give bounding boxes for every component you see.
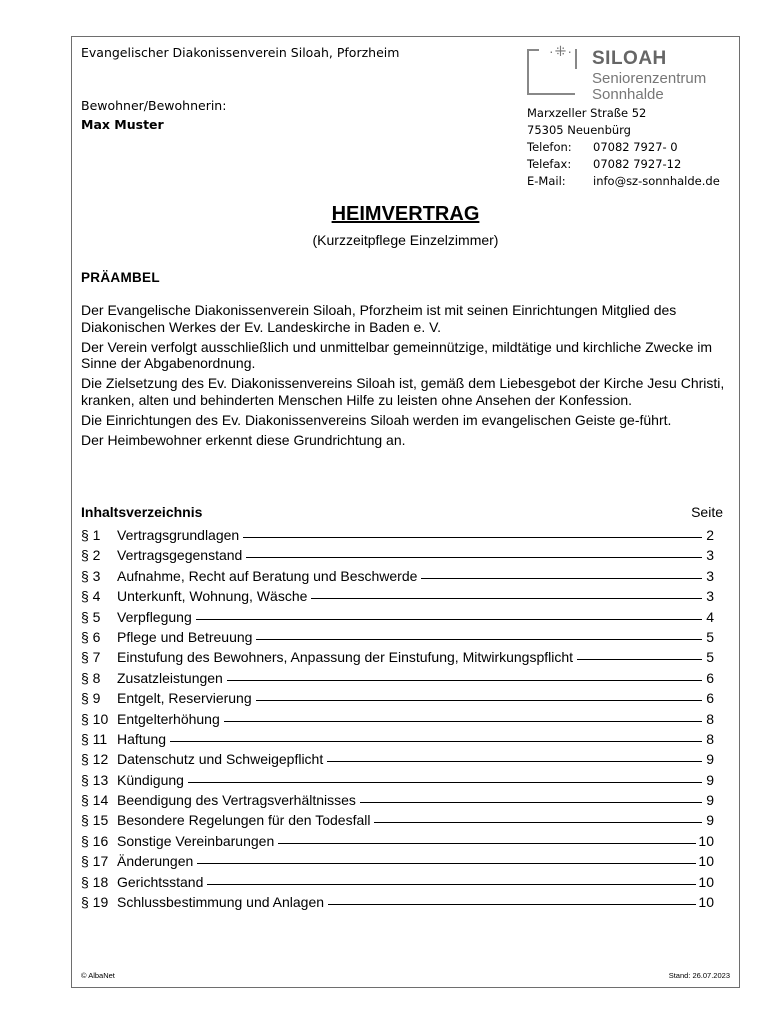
- toc-entry-title: Vertragsgrundlagen: [117, 527, 240, 543]
- toc-leader-line: [243, 537, 702, 538]
- toc-entry[interactable]: [81, 568, 714, 588]
- organization-name: Evangelischer Diakonissenverein Siloah, Pforzheim: [81, 45, 400, 60]
- address-street: Marxzeller Straße 52: [527, 106, 647, 120]
- preamble-paragraph: Die Einrichtungen des Ev. Diakonissenvereins Siloah werden im evangelischen Geiste ge-führt.: [81, 411, 672, 428]
- toc-entry[interactable]: [81, 894, 714, 914]
- resident-name: Max Muster: [81, 117, 164, 132]
- toc-leader-line: [421, 578, 702, 579]
- toc-entry-title: Unterkunft, Wohnung, Wäsche: [117, 588, 308, 605]
- logo-title: SILOAH: [592, 48, 667, 69]
- toc-leader-line: [188, 782, 702, 783]
- toc-entry[interactable]: [81, 731, 714, 751]
- toc-entry-number: § 5: [81, 608, 101, 625]
- toc-entry-title: Verpflegung: [117, 608, 192, 625]
- toc-entry-title: Kündigung: [117, 771, 184, 788]
- cross-dots-icon: ·⁜·: [549, 43, 574, 59]
- email-row: [527, 173, 720, 190]
- resident-label: Bewohner/Bewohnerin:: [81, 98, 227, 113]
- toc-entry-number: § 11: [81, 730, 108, 747]
- toc-entry[interactable]: [81, 772, 714, 792]
- toc-entry[interactable]: [81, 649, 714, 669]
- toc-entry-page: 9: [706, 751, 714, 768]
- toc-entry-page: 3: [706, 567, 714, 584]
- toc-leader-line: [328, 904, 696, 905]
- toc-entry-page: 3: [706, 588, 714, 605]
- toc-entry[interactable]: [81, 792, 714, 812]
- toc-leader-line: [227, 680, 702, 681]
- toc-entry-number: § 9: [81, 690, 101, 707]
- toc-leader-line: [360, 802, 702, 803]
- logo-subtitle-2: Sonnhalde: [592, 86, 664, 103]
- phone-row: [527, 139, 720, 156]
- toc-entry-title: Entgelterhöhung: [117, 710, 220, 727]
- preamble-heading: PRÄAMBEL: [81, 270, 160, 285]
- toc-entry-title: Pflege und Betreuung: [117, 628, 253, 645]
- toc-entry-title: Haftung: [117, 730, 167, 747]
- toc-entry-title: Aufnahme, Recht auf Beratung und Beschwerde: [117, 567, 418, 584]
- toc-entry-title: Zusatzleistungen: [117, 669, 223, 686]
- toc-entry[interactable]: [81, 527, 714, 547]
- toc-heading: Inhaltsverzeichnis: [81, 504, 203, 520]
- toc-entry-page: 5: [706, 649, 714, 666]
- toc-entry-number: § 17: [81, 853, 109, 870]
- toc-leader-line: [207, 884, 696, 885]
- fax-value: 07082 7927-12: [593, 157, 682, 171]
- preamble-text: [81, 302, 731, 452]
- address-city: 75305 Neuenbürg: [527, 123, 631, 137]
- toc-entry-number: § 18: [81, 873, 109, 890]
- toc-entry-number: § 19: [81, 894, 109, 911]
- toc-leader-line: [256, 700, 702, 701]
- toc-leader-line: [278, 843, 696, 844]
- toc-entry-title: Vertragsgegenstand: [117, 547, 243, 564]
- toc-entry[interactable]: [81, 609, 714, 629]
- fax-row: [527, 156, 720, 173]
- toc-leader-line: [170, 741, 702, 742]
- toc-leader-line: [246, 557, 702, 558]
- footer-date: Stand: 26.07.2023: [668, 971, 730, 980]
- toc-entry-title: Entgelt, Reservierung: [117, 690, 252, 707]
- toc-entry[interactable]: [81, 547, 714, 567]
- toc-entry-page: 4: [706, 608, 714, 625]
- toc-entry-number: § 14: [81, 792, 109, 809]
- toc-entry-number: § 6: [81, 628, 101, 645]
- toc-entry-page: 9: [706, 771, 714, 788]
- toc-entry[interactable]: [81, 690, 714, 710]
- email-value: info@sz-sonnhalde.de: [593, 174, 720, 188]
- toc-entry[interactable]: [81, 670, 714, 690]
- toc-leader-line: [311, 598, 702, 599]
- toc-entry-number: § 8: [81, 669, 101, 686]
- toc-entry-number: § 1: [81, 527, 101, 543]
- phone-label: Telefon:: [527, 140, 572, 154]
- preamble-paragraph: Der Verein verfolgt ausschließlich und unmittelbar gemeinnützige, mildtätige und kirchliche Zwecke im Sinne der Abgabenordnung.: [81, 338, 713, 371]
- toc-entry-page: 9: [706, 812, 714, 829]
- toc-entry[interactable]: [81, 629, 714, 649]
- phone-value: 07082 7927- 0: [593, 140, 678, 154]
- document-page: [71, 36, 740, 988]
- toc-entry[interactable]: [81, 833, 714, 853]
- toc-entry-page: 9: [706, 792, 714, 809]
- toc-entry-title: Gerichtsstand: [117, 873, 204, 890]
- toc-entry-number: § 16: [81, 832, 109, 849]
- address-block: [527, 105, 720, 190]
- toc-entry[interactable]: [81, 812, 714, 832]
- preamble-paragraph: Der Heimbewohner erkennt diese Grundrichtung an.: [81, 431, 406, 448]
- toc-leader-line: [577, 659, 702, 660]
- table-of-contents: [81, 527, 714, 914]
- preamble-paragraph: Der Evangelische Diakonissenverein Siloah, Pforzheim ist mit seinen Einrichtungen Mitglied des Diakonischen Werkes der Ev. Landeskirche in Baden e. V.: [81, 302, 677, 335]
- toc-leader-line: [196, 619, 702, 620]
- toc-entry-page: 10: [698, 894, 714, 911]
- document-subtitle: (Kurzzeitpflege Einzelzimmer): [312, 232, 499, 248]
- preamble-paragraph: Die Zielsetzung des Ev. Diakonissenvereins Siloah ist, gemäß dem Liebesgebot der Kirche Jesu Christi, kranken, alten und behinderten Menschen Hilfe zu leisten ohne Ansehen der Konfession.: [81, 375, 725, 408]
- toc-leader-line: [374, 822, 702, 823]
- document-title: HEIMVERTRAG: [331, 203, 480, 225]
- toc-entry-number: § 12: [81, 751, 109, 768]
- footer-copyright: © AlbaNet: [81, 971, 115, 980]
- toc-entry-number: § 4: [81, 588, 101, 605]
- toc-entry-number: § 13: [81, 771, 109, 788]
- toc-page-label: Seite: [691, 504, 723, 520]
- siloah-logo: [527, 45, 737, 105]
- toc-entry-page: 10: [698, 853, 714, 870]
- toc-entry-page: 8: [706, 730, 714, 747]
- toc-entry-page: 5: [706, 628, 714, 645]
- toc-entry[interactable]: [81, 588, 714, 608]
- toc-entry-title: Datenschutz und Schweigepflicht: [117, 751, 324, 768]
- toc-entry-number: § 3: [81, 567, 101, 584]
- toc-entry-title: Sonstige Vereinbarungen: [117, 832, 275, 849]
- toc-entry-title: Besondere Regelungen für den Todesfall: [117, 812, 371, 829]
- toc-entry-page: 10: [698, 832, 714, 849]
- toc-entry[interactable]: [81, 874, 714, 894]
- toc-entry-page: 8: [706, 710, 714, 727]
- toc-entry-number: § 7: [81, 649, 101, 666]
- logo-subtitle-1: Seniorenzentrum: [592, 70, 707, 87]
- fax-label: Telefax:: [527, 157, 572, 171]
- toc-entry-title: Änderungen: [117, 853, 194, 870]
- toc-entry-title: Beendigung des Vertragsverhältnisses: [117, 792, 356, 809]
- toc-leader-line: [224, 721, 702, 722]
- toc-entry-number: § 2: [81, 547, 101, 564]
- toc-entry-number: § 10: [81, 710, 109, 727]
- toc-entry[interactable]: [81, 751, 714, 771]
- toc-entry[interactable]: [81, 711, 714, 731]
- toc-leader-line: [256, 639, 702, 640]
- toc-entry-title: Einstufung des Bewohners, Anpassung der Einstufung, Mitwirkungspflicht: [117, 649, 574, 666]
- toc-entry-page: 10: [698, 873, 714, 890]
- toc-entry-page: 3: [706, 547, 714, 564]
- toc-leader-line: [197, 863, 696, 864]
- toc-entry[interactable]: [81, 853, 714, 873]
- toc-header: [81, 504, 723, 520]
- toc-leader-line: [327, 761, 702, 762]
- toc-entry-number: § 15: [81, 812, 109, 829]
- toc-entry-page: 6: [706, 669, 714, 686]
- toc-entry-page: 6: [706, 690, 714, 707]
- toc-entry-title: Schlussbestimmung und Anlagen: [117, 894, 325, 911]
- toc-entry-page: 2: [706, 527, 714, 543]
- email-label: E-Mail:: [527, 174, 566, 188]
